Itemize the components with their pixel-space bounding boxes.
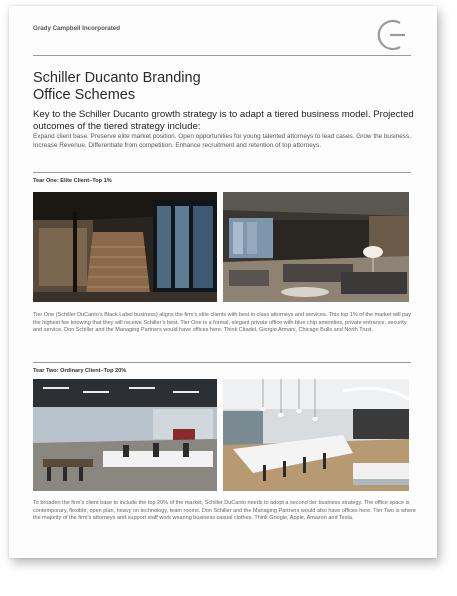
tier-one-label: Tear One: Elite Client–Top 1% <box>33 178 112 184</box>
company-name: Grady Campbell Incorporated <box>33 25 120 32</box>
section-rule-tier-one <box>33 172 411 173</box>
header-rule <box>33 55 411 56</box>
page-title <box>33 70 201 104</box>
outcomes-paragraph: Expand client base. Preserve elite market position. Open opportunities for young talented attorneys to lead cases. Grow the business. Increase Revenue. Differentiate from competition. Enhance recruitment and retention of top attorneys. <box>33 133 411 149</box>
tier-two-open-office-photo <box>33 379 217 491</box>
tier-one-lobby-photo <box>33 192 217 302</box>
section-rule-tier-two <box>33 362 411 363</box>
tier-two-description: To broaden the firm’s client base to include the top 20% of the market, Schiller DuCanto needs to adopt a second tier business strategy. The office space is contemporary, flexible, open plan, heavy on technology, team rooms. Don Schiller and the Managing Partners would also have offices here. Tier Two is where the majority of the firm’s attorneys and support staff work wearing business casual clothes. Think Google, Apple, Amazon and Tesla. <box>33 500 416 522</box>
document-page <box>9 6 437 558</box>
tier-two-cafe-photo <box>223 379 409 491</box>
title-line-1: Schiller Ducanto Branding <box>33 70 201 86</box>
gc-logo-icon <box>373 16 407 54</box>
tier-one-lounge-photo <box>223 192 409 302</box>
tier-two-label: Tear Two: Ordinary Client–Top 20% <box>33 368 127 374</box>
tier-one-description: Tier One (Schiller DuCanto’s Black Label business) aligns the firm’s elite clients with best in class attorneys and services. This top 1% of the market will pay the highest fee knowing that they will receive Schiller’s best. Tier One is a formal, elegant private office with blue chip amenities, private entrance, security and service. Don Schiller and the Managing Partners would have offices here. Think Citadel, Giorgio Armani, Chicago Bulls and North Trust. <box>33 312 411 334</box>
lead-paragraph: Key to the Schiller Ducanto growth strategy is to adapt a tiered business model. Projected outcomes of the tiered strategy include: <box>33 109 414 132</box>
title-line-2: Office Schemes <box>33 87 136 103</box>
